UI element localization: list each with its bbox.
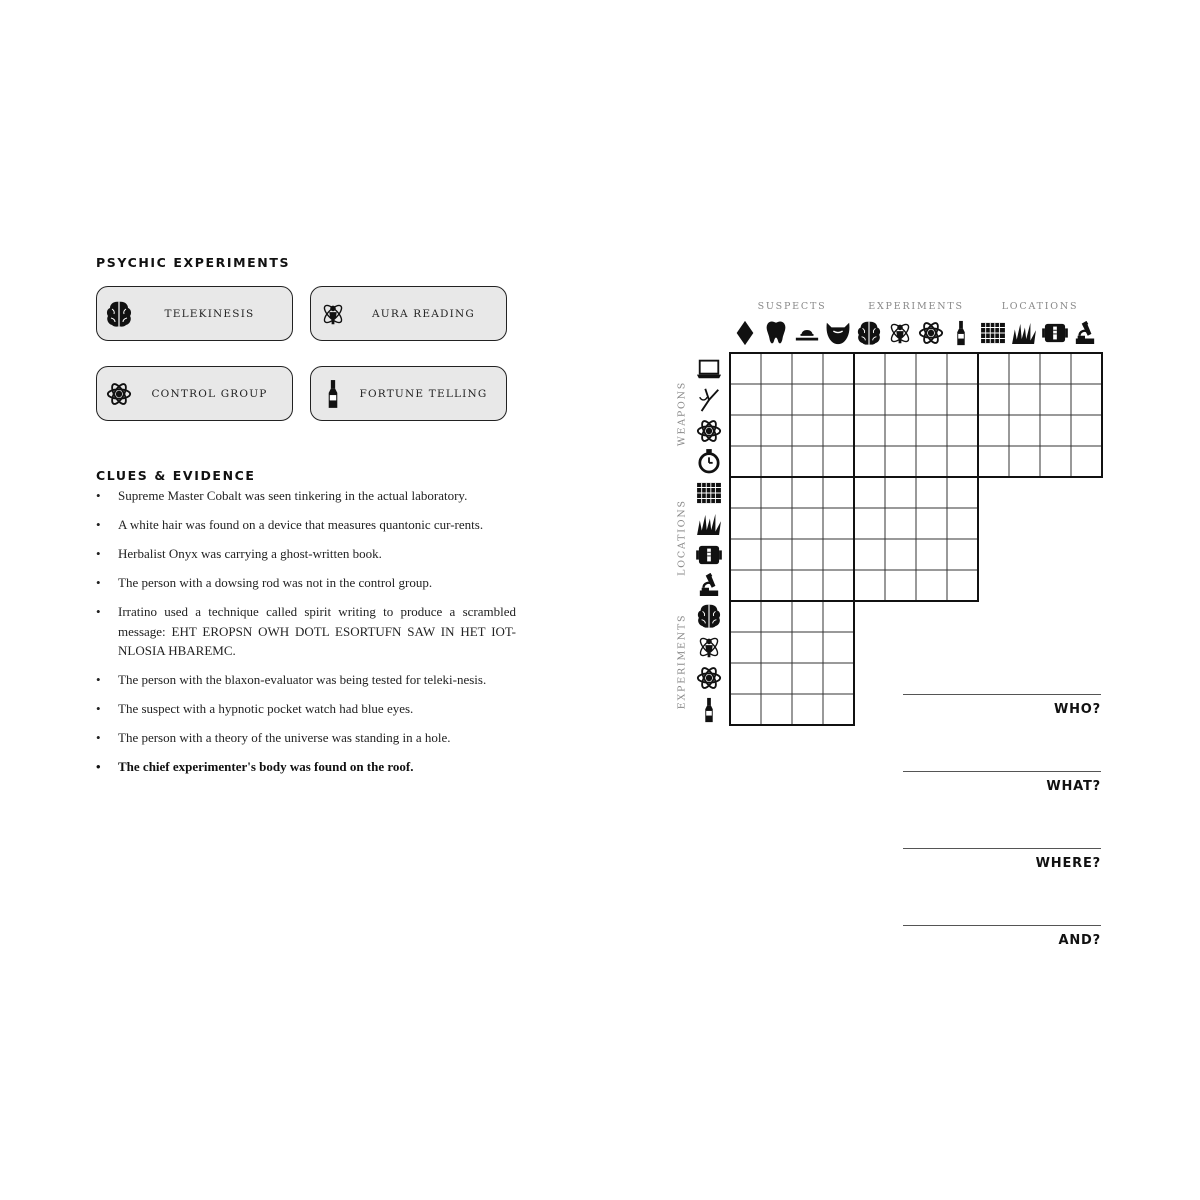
clue-item: • The person with a dowsing rod was not in the control group. [96, 573, 516, 593]
grid-block [730, 477, 854, 601]
experiment-card-label: CONTROL GROUP [151, 387, 268, 400]
answer-label-and: AND? [1058, 933, 1101, 948]
clue-item: • Herbalist Onyx was carrying a ghost-written book. [96, 544, 516, 564]
answer-label-what: WHAT? [1046, 779, 1101, 794]
experiment-card-label: AURA READING [372, 307, 475, 320]
grid-block [730, 601, 854, 725]
answer-line-who[interactable] [903, 694, 1101, 695]
grid-side-header-weapons: WEAPONS [676, 380, 688, 447]
grid-side-header-experiments: EXPERIMENTS [676, 613, 688, 710]
grid-header-locations: LOCATIONS [1001, 301, 1079, 312]
grid-header-suspects: SUSPECTS [757, 301, 827, 312]
clue-item: • The suspect with a hypnotic pocket watch had blue eyes. [96, 699, 516, 719]
grid-block [978, 353, 1102, 477]
answer-line-where[interactable] [903, 848, 1101, 849]
answer-label-where: WHERE? [1035, 856, 1101, 871]
experiments-title: PSYCHIC EXPERIMENTS [96, 255, 291, 270]
clue-item: • The chief experimenter's body was found on the roof. [96, 757, 516, 777]
answer-label-who: WHO? [1053, 702, 1101, 717]
grid-block [854, 353, 978, 477]
clue-item: • Supreme Master Cobalt was seen tinkering in the actual laboratory. [96, 486, 516, 506]
answer-line-what[interactable] [903, 771, 1101, 772]
grid-block [854, 477, 978, 601]
grid-side-header-locations: LOCATIONS [676, 499, 688, 576]
clue-item: • A white hair was found on a device that measures quantonic cur-rents. [96, 515, 516, 535]
experiment-card-label: FORTUNE TELLING [359, 387, 488, 400]
clues-title: CLUES & EVIDENCE [96, 468, 256, 483]
clue-item: • The person with a theory of the universe was standing in a hole. [96, 728, 516, 748]
clue-item: • Irratino used a technique called spirit writing to produce a scrambled message: EHT EROPSN OWH DOTL ESORTUFN SAW IN HET IOT-NLOSIA HBAREMC. [96, 602, 516, 661]
grid-header-experiments: EXPERIMENTS [868, 301, 964, 312]
grid-block [730, 353, 854, 477]
clue-item: • The person with the blaxon-evaluator was being tested for teleki-nesis. [96, 670, 516, 690]
answer-line-and[interactable] [903, 925, 1101, 926]
experiment-card-label: TELEKINESIS [164, 307, 255, 320]
